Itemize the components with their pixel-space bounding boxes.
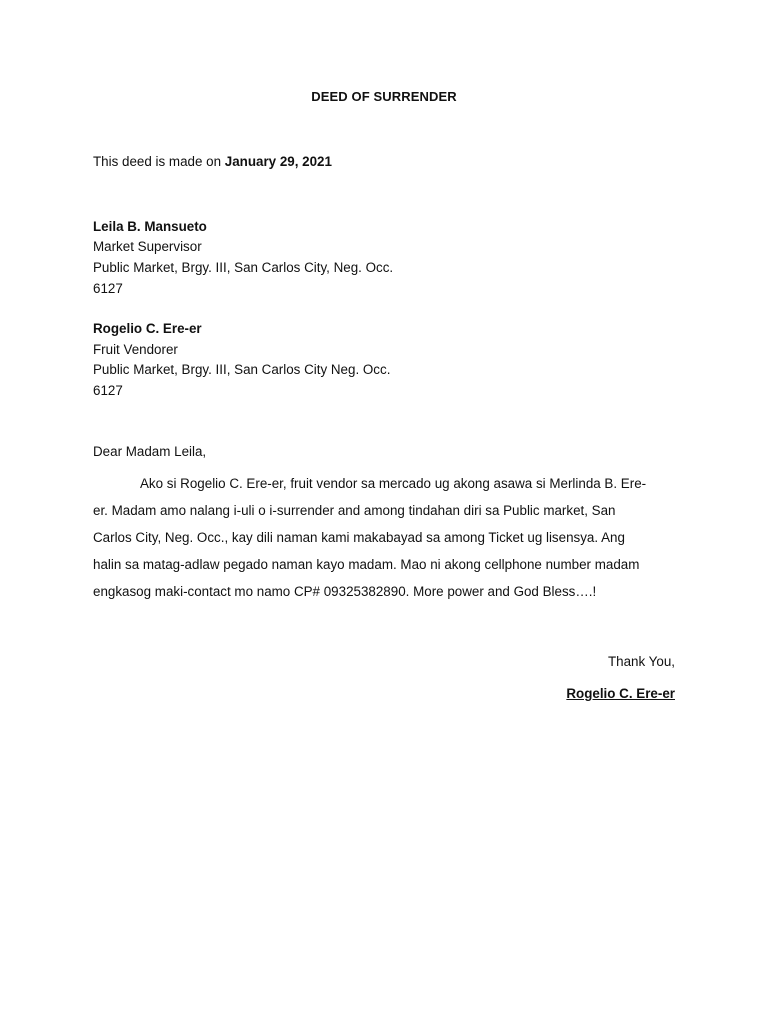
body-line: engkasog maki-contact mo namo CP# 09325382890. More power and God Bless….! <box>93 584 597 599</box>
date-line-prefix: This deed is made on <box>93 154 225 169</box>
sender-position: Fruit Vendorer <box>93 342 178 357</box>
sender-name: Rogelio C. Ere-er <box>93 321 202 336</box>
body-line: halin sa matag-adlaw pegado naman kayo madam. Mao ni akong cellphone number madam <box>93 557 640 572</box>
body-paragraph <box>93 475 677 610</box>
signature-name: Rogelio C. Ere-er <box>566 686 675 701</box>
sender-address: Public Market, Brgy. III, San Carlos City Neg. Occ. <box>93 362 391 377</box>
date-line <box>93 153 332 171</box>
sender-zip: 6127 <box>93 383 123 398</box>
recipient-zip: 6127 <box>93 281 123 296</box>
salutation: Dear Madam Leila, <box>93 444 207 459</box>
document-title: DEED OF SURRENDER <box>311 89 457 104</box>
deed-date: January 29, 2021 <box>224 154 332 169</box>
body-line: Carlos City, Neg. Occ., kay dili naman kami makabayad sa among Ticket ug lisensya. Ang <box>93 530 625 545</box>
recipient-name: Leila B. Mansueto <box>93 219 207 234</box>
recipient-address: Public Market, Brgy. III, San Carlos City, Neg. Occ. <box>93 260 394 275</box>
body-line: er. Madam amo nalang i-uli o i-surrender and among tindahan diri sa Public market, San <box>93 503 616 518</box>
body-line: Ako si Rogelio C. Ere-er, fruit vendor sa mercado ug akong asawa si Merlinda B. Ere- <box>140 476 647 491</box>
recipient-position: Market Supervisor <box>93 239 202 254</box>
closing: Thank You, <box>607 654 675 669</box>
